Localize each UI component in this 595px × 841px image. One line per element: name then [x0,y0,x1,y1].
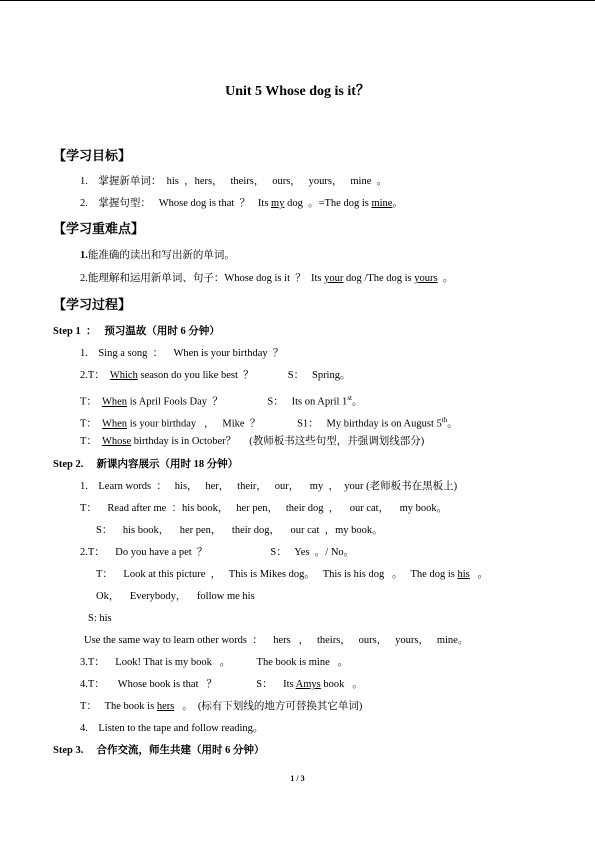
step1-line-4: T： When is your birthday ， Mike ？ S1： My birthday is on August 5th。 [80,416,458,430]
step2-heading: Step 2. 新课内容展示（用时 18 分钟） [53,459,239,470]
step2-line-2: T： Read after me ：his book， her pen， their dog ， our cat， my book。 [80,503,448,514]
step2-line-9: 3.T： Look! That is my book 。 The book is mine 。 [80,657,349,668]
keypoint-item-2: 2.能理解和运用新单词、句子：Whose dog is it ？ Its your dog /The dog is yours 。 [80,273,454,284]
section-process-heading: 【学习过程】 [53,297,132,312]
step1-line-3: T： When is April Fools Day ？ S： Its on April 1st。 [80,394,363,408]
page-top-rule [0,0,595,1]
step2-line-8: Use the same way to learn other words ： hers ， theirs， ours， yours， mine。 [84,635,469,646]
step1-line-2: 2.T： Which season do you like best ？ S： Spring。 [80,370,351,381]
step2-line-10: 4.T： Whose book is that ？ S： Its Amys book 。 [80,679,363,690]
step2-line-4: 2.T： Do you have a pet ？ S： Yes 。/ No。 [80,547,355,558]
step3-heading: Step 3. 合作交流，师生共建（用时 6 分钟） [53,745,265,756]
page-title: Unit 5 Whose dog is it？ [225,84,370,99]
step2-line-7: S: his [88,613,115,624]
step2-line-1: 1. Learn words ： his， her， their， our， my ， your (老师板书在黑板上) [80,481,458,492]
step1-line-5: T： Whose birthday is in October？ (教师板书这些句型，并强调划线部分) [80,436,425,447]
step2-line-5: T： Look at this picture ， This is Mikes dog。 This is his dog 。 The dog is his 。 [96,569,489,580]
step1-heading: Step 1 ： 预习温故（用时 6 分钟） [53,326,220,337]
step2-line-11: T： The book is hers 。 (标有下划线的地方可替换其它单词) [80,701,363,712]
step2-line-12: 4. Listen to the tape and follow reading。 [80,723,264,734]
step2-line-3: S： his book， her pen， their dog， our cat ，my book。 [96,525,383,536]
section-goals-heading: 【学习目标】 [53,148,132,163]
step1-line-1: 1. Sing a song ： When is your birthday ？ [80,348,284,359]
section-keypoints-heading: 【学习重难点】 [53,221,145,236]
goal-item-2: 2. 掌握句型： Whose dog is that ？ Its my dog 。=The dog is mine。 [80,198,403,209]
page-number: 1 / 3 [290,774,305,783]
keypoint-item-1: 1.能准确的读出和写出新的单词。 [80,250,235,261]
step2-line-6: Ok， Everybody， follow me his [96,591,258,602]
goal-item-1: 1. 掌握新单词： his ，hers， theirs， ours， yours， mine 。 [80,176,388,187]
